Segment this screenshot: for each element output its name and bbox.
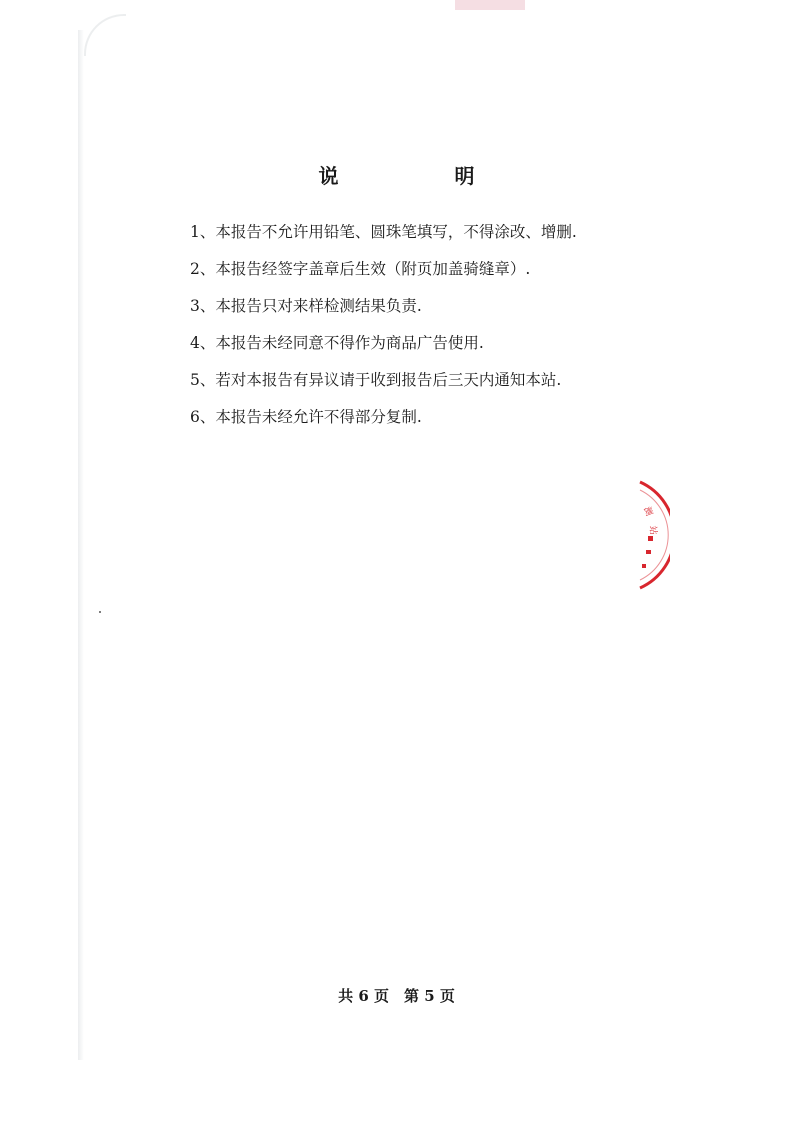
item-number: 3、 [190,297,216,315]
scan-top-mark [455,0,525,10]
scan-speck [99,611,101,613]
seal-stamp-icon [600,470,670,600]
page-title: 说 明 [318,164,523,188]
scan-corner [84,14,126,56]
official-seal-fragment [600,470,670,600]
item-text: 本报告未经同意不得作为商品广告使用. [215,334,484,352]
list-item [190,368,577,405]
list-item [190,331,577,368]
notes-list [190,220,577,442]
list-item [190,257,577,294]
item-number: 1、 [190,223,216,241]
item-text: 本报告只对来样检测结果负责. [215,297,422,315]
item-number: 2、 [190,260,216,278]
item-number: 4、 [190,334,216,352]
item-text: 本报告不允许用铅笔、圆珠笔填写，不得涂改、增删. [215,223,577,241]
svg-text:站: 站 [647,525,658,536]
item-number: 6、 [190,408,216,426]
item-text: 本报告经签字盖章后生效（附页加盖骑缝章）. [215,260,531,278]
list-item [190,405,577,442]
page-footer: 共 6 页 第 5 页 [338,987,455,1005]
svg-text:测: 测 [641,505,654,518]
list-item [190,220,577,257]
item-text: 本报告未经允许不得部分复制. [215,408,422,426]
item-text: 若对本报告有异议请于收到报告后三天内通知本站. [215,371,562,389]
item-number: 5、 [190,371,216,389]
list-item [190,294,577,331]
